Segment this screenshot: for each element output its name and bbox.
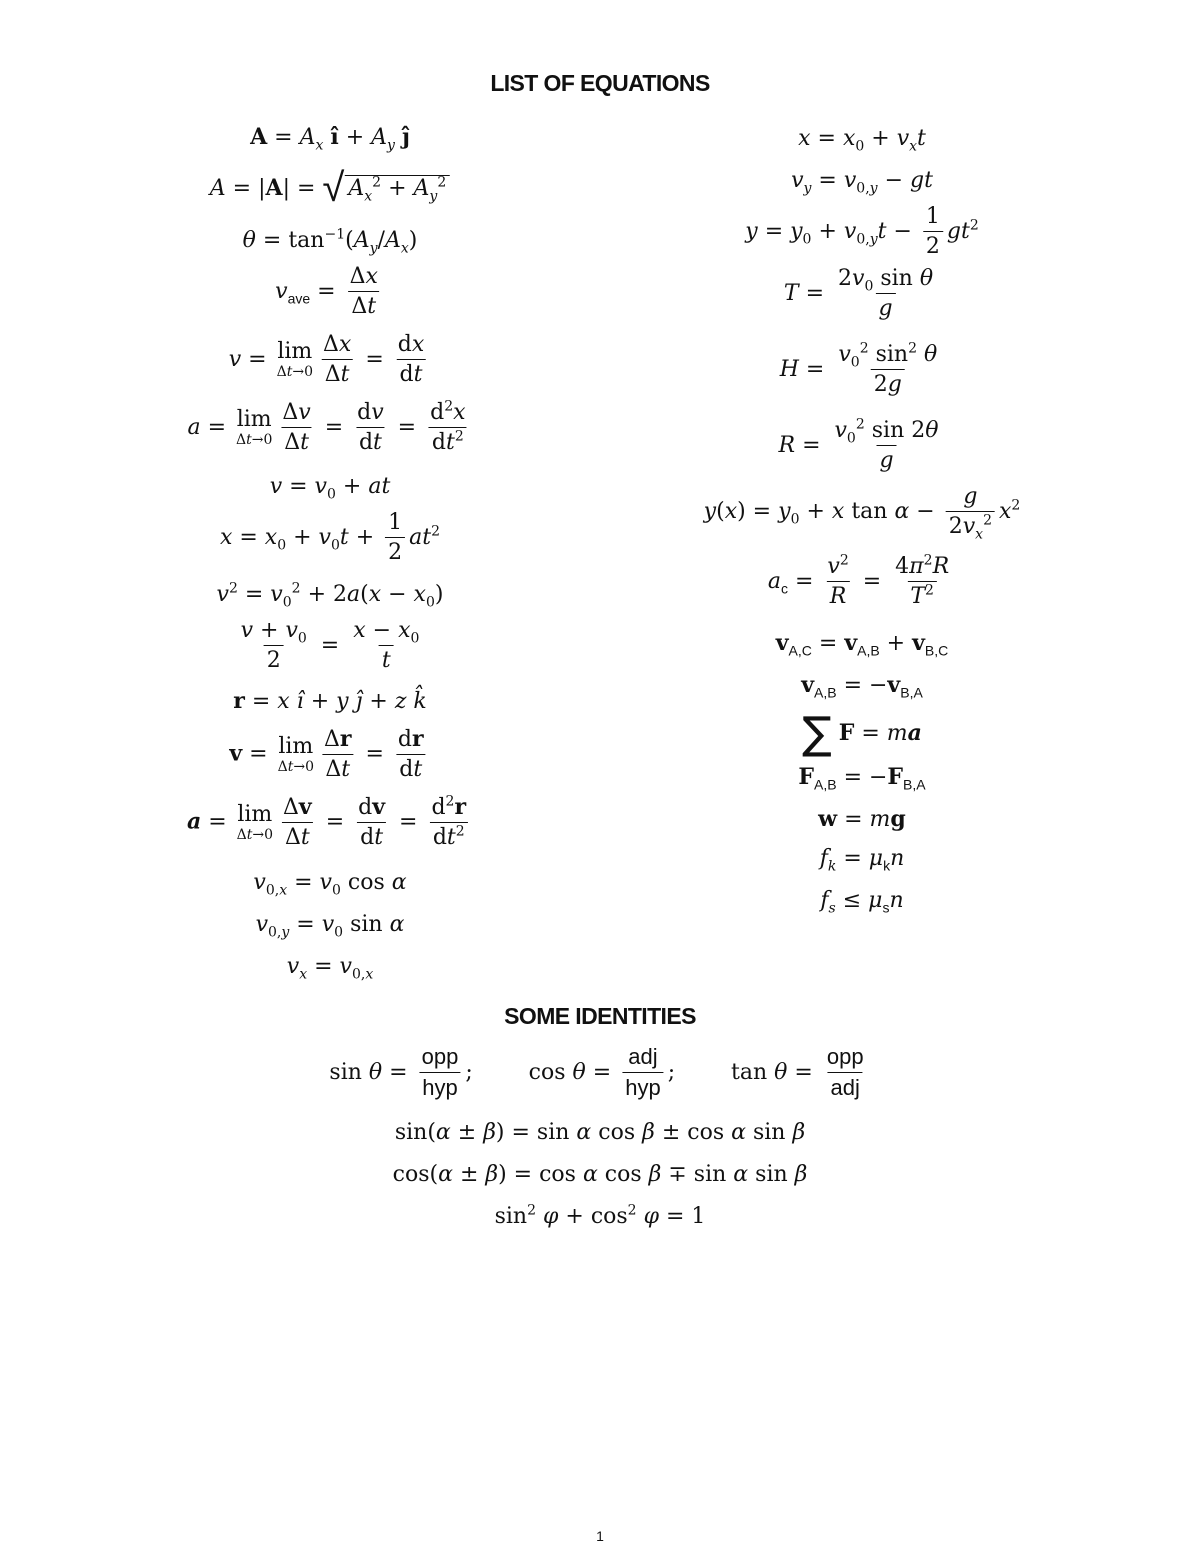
equation-newton-third-law: $F_{A,B} = -F_{B,A}$ <box>798 764 926 793</box>
equation-vector-magnitude: A = |A| = √ $A_x^2 + A_y^2$ <box>210 168 450 208</box>
equation-static-friction: $f_s \le \mu_sn$ <box>820 888 904 917</box>
equation-acceleration-vector: a = lim Δt→0 $\frac{\Delta v}{\Delta t}$ = $\frac{dv}{dt}$ = $\frac{d^2r}{dt^2}$ <box>186 793 467 850</box>
equation-average-velocity: $v_{ave}$ = $\frac{\Delta x}{\Delta t}$ <box>275 264 378 319</box>
equation-average-velocity-kinematic: $\frac{v + v_0}{2}$ = $\frac{x - x_0}{t}$ <box>240 618 420 673</box>
equation-velocity-constant-acceleration: $v = v_0$ + at <box>269 474 391 503</box>
equation-kinetic-friction: $f_k = \mu_kn$ <box>819 846 905 875</box>
equation-position-vector: r = x î + y ĵ + z k̂ <box>233 688 427 714</box>
equation-newton-second-law: ∑ F = ma <box>802 708 922 759</box>
equation-vector-components: $A = A_x$ î + $A_y$ ĵ <box>250 124 410 154</box>
equation-instantaneous-acceleration: a = lim Δt→0 $\frac{\Delta v}{\Delta t}$ = $\frac{dv}{dt}$ = $\frac{d^2x}{dt^2}$ <box>187 398 466 455</box>
equation-initial-velocity-x: $v_{0,x} = v_0$ cos α <box>253 870 407 899</box>
identity-pythagorean: $\sin^2 \varphi + \cos^2 \varphi = 1$ <box>494 1202 706 1229</box>
identity-cos-sum: cos(α ± β) = cos α cos β ∓ sin α sin β <box>392 1162 808 1187</box>
equation-projectile-x: $x = x_0 + v_xt$ <box>798 126 926 155</box>
equation-velocity-x-constant: $v_x = v_{0,x}$ <box>286 954 374 983</box>
equation-position-constant-acceleration: $x = x_0 + v_0t$ + $\frac{1}{2}$ $at^2$ <box>219 510 441 565</box>
equation-initial-velocity-y: $v_{0,y} = v_0$ sin α <box>255 912 405 941</box>
identity-trig-ratios: sin θ = $\frac{\text{opp}}{\text{hyp}}$ ; cos θ = $\frac{\text{adj}}{\text{hyp}}$ ; tan θ = $\frac{\text{opp}}{\text{adj}}$ <box>329 1044 864 1100</box>
equation-relative-velocity-inverse: $v_{A,B} = -v_{B,A}$ <box>801 672 923 701</box>
heading-some-identities: SOME IDENTITIES <box>504 1003 696 1029</box>
equation-max-height: H = $\frac{v_0^2 \sin^2 \theta}{2g}$ <box>779 340 938 397</box>
equation-centripetal-acceleration: $a_c$ = $\frac{v^2}{R}$ = $\frac{4\pi^2R}{T^2}$ <box>767 552 950 609</box>
heading-list-of-equations: LIST OF EQUATIONS <box>490 70 710 96</box>
equation-velocity-vector: v = lim Δt→0 $\frac{\Delta r}{\Delta t}$ = $\frac{dr}{dt}$ <box>229 726 424 782</box>
equation-projectile-vy: $v_y = v_{0,y}$ − gt <box>791 168 933 197</box>
equation-trajectory: $y(x) = y_0 + x$ tan α − $\frac{g}{2v_x^2}$ $x^2$ <box>703 484 1021 543</box>
equation-weight: w = mg <box>818 806 906 832</box>
equation-velocity-squared: $v^2 = v_0^2 + 2a(x - x_0)$ <box>216 580 444 611</box>
equation-instantaneous-velocity: v = lim Δt→0 $\frac{\Delta x}{\Delta t}$ = $\frac{dx}{dt}$ <box>228 332 425 387</box>
equation-range: R = $\frac{v_0^2 \sin 2\theta}{g}$ <box>778 416 939 473</box>
equation-time-of-flight: T = $\frac{2v_0 \sin \theta}{g}$ <box>783 266 934 321</box>
equation-relative-velocity: $v_{A,C} = v_{A,B} + v_{B,C}$ <box>775 630 949 659</box>
identity-sin-sum: sin(α ± β) = sin α cos β ± cos α sin β <box>394 1120 806 1145</box>
page-number: 1 <box>596 1528 604 1544</box>
equation-vector-angle: $\theta = \tan^{-1}(A_y/A_x)$ <box>242 226 418 257</box>
equation-projectile-y: $y = y_0 + v_{0,y}t$ − $\frac{1}{2}$ $gt^2$ <box>745 204 979 259</box>
